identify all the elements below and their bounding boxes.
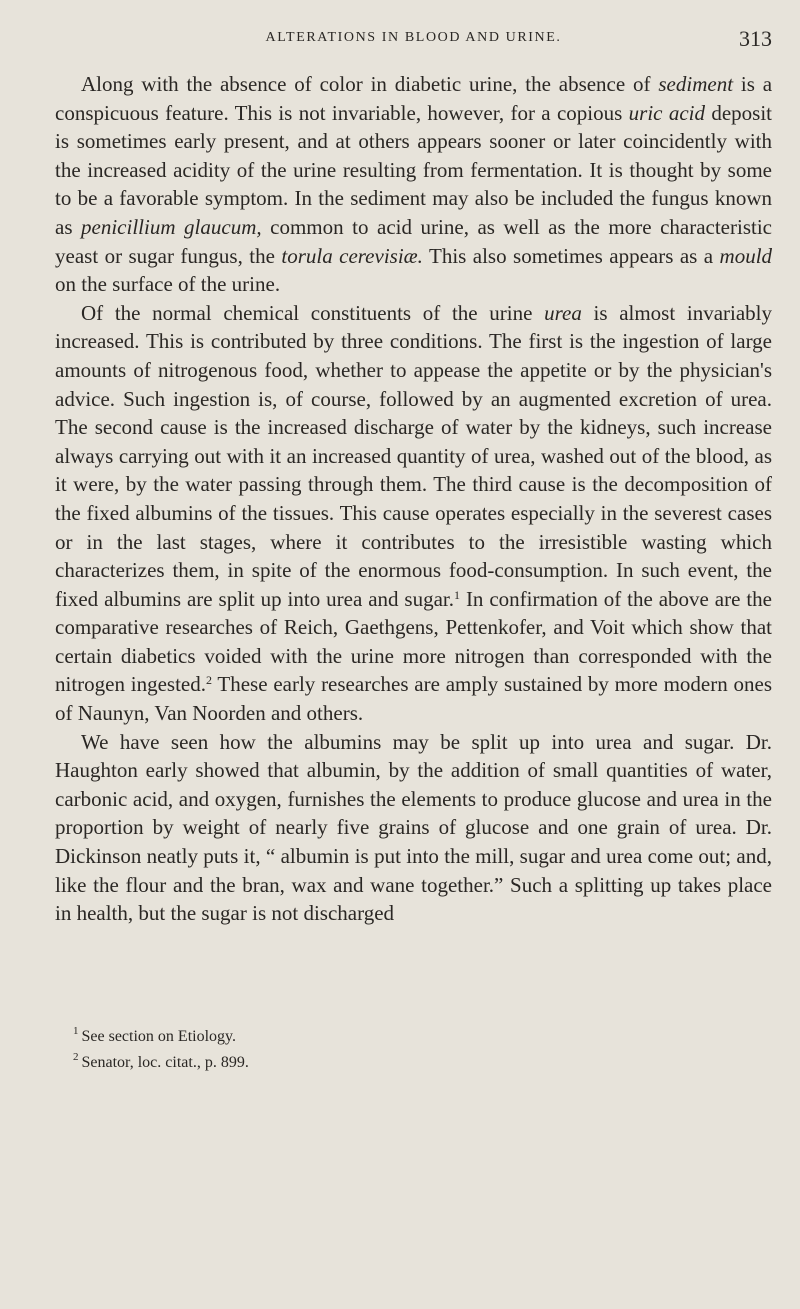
footnote-text: Senator, loc. citat., p. 899. bbox=[81, 1054, 249, 1071]
footnote-2 bbox=[55, 1047, 772, 1073]
text-run: Along with the absence of color in diabetic urine, the absence of bbox=[81, 72, 651, 96]
footnote-text: See section on Etiology. bbox=[81, 1028, 236, 1045]
text-run: Of the normal chemical constituents of the urine bbox=[81, 300, 533, 325]
footnote-1 bbox=[55, 1021, 772, 1047]
footnotes bbox=[55, 1021, 772, 1073]
footnote-ref-1[interactable]: 1 bbox=[454, 587, 461, 602]
running-head: ALTERATIONS IN BLOOD AND URINE. bbox=[265, 30, 562, 45]
page-number: 313 bbox=[739, 26, 772, 51]
paragraph-sediment bbox=[55, 70, 772, 299]
text-run: deposit is sometimes early present, and at others appears sooner or later coincidently with the increased acidity of the urine resulting from fermentation. It is thought by some to be a favorable symptom. In the sediment may also be included the fungus known as bbox=[55, 100, 772, 239]
text-run: is a conspicuous feature. This is not invariable, however, for a copious bbox=[55, 72, 773, 125]
italic-term: penicillium glaucum, bbox=[81, 214, 262, 239]
paragraph-albumins: We have seen how the albumins may be split up into urea and sugar. Dr. Haughton early showed that albumin, by the addition of small quantities of water, carbonic acid, and oxygen, furnishes the elements to produce glucose and urea in the proportion by weight of nearly five grains of glucose and one grain of urea. Dr. Dickinson neatly puts it, “ albumin is put into the mill, sugar and urea come out; and, like the flour and the bran, wax and wane together.” Such a splitting up takes place in health, but the sugar is not discharged bbox=[55, 729, 772, 926]
italic-term: urea bbox=[544, 300, 582, 325]
text-run: In confirmation of the above are the comparative researches of Reich, Gaethgens, Pettenkofer, and Voit which show that certain diabetics voided with the urine more nitrogen than corresponded with the nitrogen ingested. bbox=[55, 586, 772, 697]
text-run: common to acid urine, as well as the more characteristic yeast or sugar fungus, the bbox=[55, 214, 772, 268]
text-run: on the surface of the urine. bbox=[55, 272, 281, 297]
italic-term: sediment bbox=[658, 72, 734, 96]
footnote-ref-2[interactable]: 2 bbox=[206, 673, 212, 688]
text-run: is almost invariably increased. This is contributed by three conditions. The first is the ingestion of large amounts of nitrogenous food, whether to appease the appetite or by the physician's advice. Such ingestion is, of course, followed by an augmented excretion of urea. The second cause is the increased discharge of water by the kidneys, such increase always carrying out with it an increased quantity of urea, washed out of the blood, as it were, by the water passing through them. The third cause is the decomposition of the fixed albumins of the tissues. This cause operates especially in the severest cases or in the last stages, where it contributes to the irresistible wasting which characterizes them, in spite of the enormous food-consumption. In such event, the fixed albumins are split up into urea and sugar. bbox=[55, 300, 773, 611]
italic-term: torula cerevisiæ. bbox=[281, 243, 423, 268]
page-header bbox=[55, 26, 772, 60]
italic-term: mould bbox=[719, 243, 773, 268]
paragraph-urea bbox=[55, 299, 772, 728]
italic-term: uric acid bbox=[628, 100, 705, 125]
footnote-mark: 1 bbox=[73, 1025, 79, 1037]
body-text bbox=[55, 70, 772, 928]
text-run: These early researches are amply sustained by more modern ones of Naunyn, Van Noorden and others. bbox=[55, 672, 773, 726]
text-run: This also sometimes appears as a bbox=[429, 243, 714, 268]
footnote-mark: 2 bbox=[73, 1051, 79, 1063]
